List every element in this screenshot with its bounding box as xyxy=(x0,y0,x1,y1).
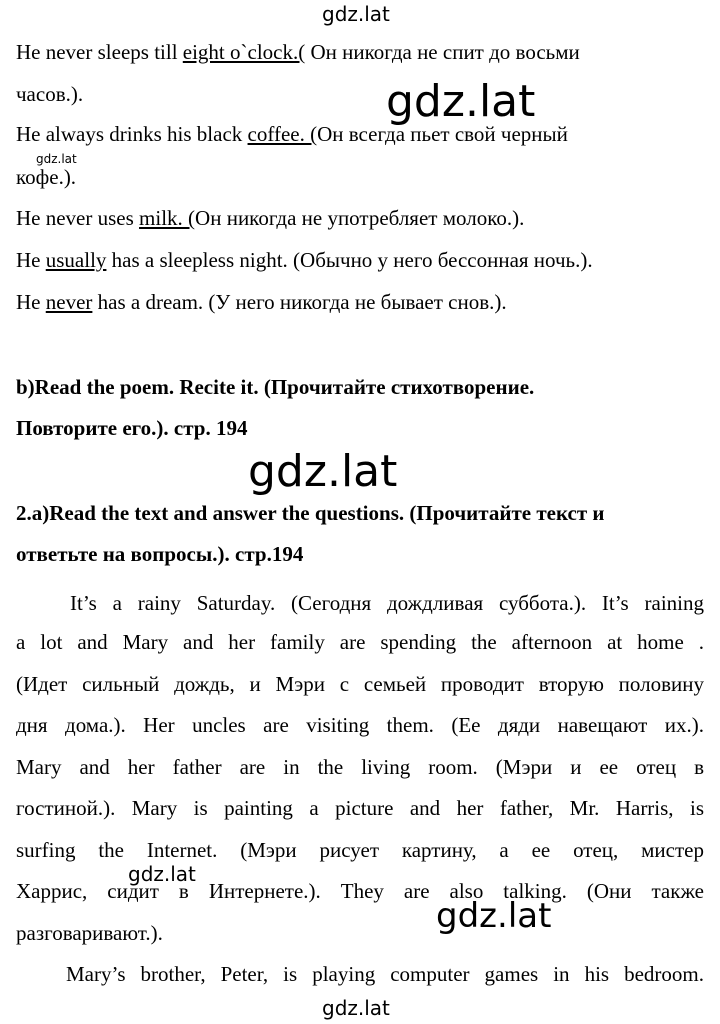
paragraph-line: a lot and Mary and her family are spending the afternoon at home . xyxy=(16,630,704,654)
paragraph-line: гостиной.). Mary is painting a picture and her father, Mr. Harris, is xyxy=(16,796,704,820)
paragraph-line: Харрис, сидит в Интернете.). They are also talking. (Они также xyxy=(16,879,704,903)
sentence-line: часов.). xyxy=(16,82,84,106)
sentence-line xyxy=(16,204,524,232)
watermark-bottom: gdz.lat xyxy=(322,996,390,1020)
watermark-small: gdz.lat xyxy=(128,862,196,886)
paragraph-line: Mary and her father are in the living room. (Мэри и ее отец в xyxy=(16,755,704,779)
paragraph-line: surfing the Internet. (Мэри рисует картину, а ее отец, мистер xyxy=(16,838,704,862)
sentence-line xyxy=(16,288,507,316)
watermark-large: gdz.lat xyxy=(436,896,552,936)
paragraph-line: разговаривают.). xyxy=(16,921,163,945)
sentence-text: He xyxy=(16,248,46,272)
underlined-word: usually xyxy=(45,248,107,272)
sentence-text: He never sleeps till xyxy=(16,40,183,64)
sentence-text: He xyxy=(16,290,46,314)
translation-text: Он никогда не употребляет молоко.). xyxy=(195,206,525,230)
sentence-text: He always drinks his black xyxy=(16,122,248,146)
watermark-tiny: gdz.lat xyxy=(36,152,77,166)
sentence-line xyxy=(16,38,580,66)
watermark-large: gdz.lat xyxy=(386,76,536,127)
task-heading: 2.a)Read the text and answer the questions. (Прочитайте текст и xyxy=(16,501,605,525)
translation-text: has a dream. (У него никогда не бывает снов.). xyxy=(92,290,507,314)
task-heading: b)Read the poem. Recite it. (Прочитайте стихотворение. xyxy=(16,375,535,399)
underlined-word: never xyxy=(45,290,93,314)
underlined-word: coffee. ( xyxy=(247,122,318,146)
translation-text: has a sleepless night. (Обычно у него бессонная ночь.). xyxy=(106,248,593,272)
watermark-large: gdz.lat xyxy=(248,446,398,497)
underlined-word: eight o`clock.( xyxy=(182,40,306,64)
task-heading: Повторите его.). стр. 194 xyxy=(16,416,248,440)
underlined-word: milk. ( xyxy=(139,206,196,230)
paragraph-line: (Идет сильный дождь, и Мэри с семьей проводит вторую половину xyxy=(16,672,704,696)
watermark-top: gdz.lat xyxy=(322,2,390,26)
task-heading: ответьте на вопросы.). стр.194 xyxy=(16,542,304,566)
sentence-text: He never uses xyxy=(16,206,140,230)
sentence-line xyxy=(16,246,593,274)
sentence-line xyxy=(16,120,568,148)
paragraph-line: дня дома.). Her uncles are visiting them. (Ее дяди навещают их.). xyxy=(16,713,704,737)
sentence-line: кофе.). xyxy=(16,165,77,189)
paragraph-line: It’s a rainy Saturday. (Сегодня дождливая суббота.). It’s raining xyxy=(70,591,704,615)
translation-text: Он никогда не спит до восьми xyxy=(305,40,580,64)
translation-text: Он всегда пьет свой черный xyxy=(317,122,568,146)
paragraph-line: Mary’s brother, Peter, is playing computer games in his bedroom. xyxy=(66,962,704,986)
